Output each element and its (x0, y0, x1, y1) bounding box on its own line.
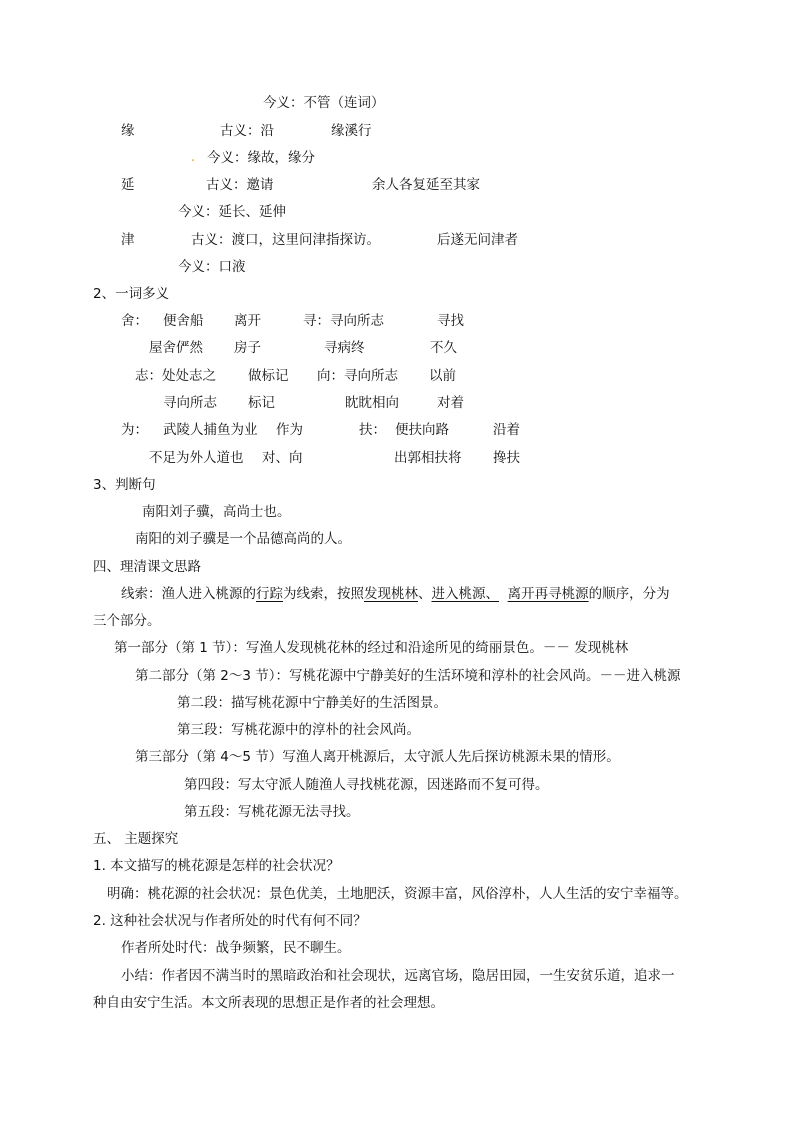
segment-four: 第四段：写太守派人随渔人寻找桃花源，因迷路而不复可得。 (184, 777, 549, 793)
she-example-a: 便舍船 (163, 313, 204, 329)
clue-text-1: 线索：渔人进入桃源的 (121, 586, 256, 602)
clue-text-5: 的顺序，分为 (588, 586, 670, 602)
question-one: 1. 本文描写的桃花源是怎样的社会状况？ (93, 858, 340, 874)
clue-underline-faxian: 发现桃林 (364, 586, 418, 602)
wei-example-b: 不足为外人道也 (149, 450, 244, 466)
stray-mark: . (191, 150, 196, 165)
word-yuan-example: 缘溪行 (331, 123, 372, 139)
part-two: 第二部分（第 2～3 节）：写桃花源中宁静美好的生活环境和淳朴的社会风尚。－－进入桃源 (135, 668, 681, 684)
section-heading-zhuti: 五、 主题探究 (93, 831, 179, 847)
fu-meaning-a: 沿着 (493, 422, 520, 438)
segment-two: 第二段：描写桃花源中宁静美好的生活图景。 (177, 695, 447, 711)
fu-label: 扶： (359, 422, 386, 438)
clue-continued: 三个部分。 (93, 613, 161, 629)
xiang-meaning-b: 对着 (437, 395, 464, 411)
word-jin-gu: 古义：渡口，这里问津指探访。 (191, 232, 380, 248)
section-heading-silu: 四、理清课文思路 (93, 559, 201, 575)
word-yan-gu: 古义：邀请 (206, 177, 274, 193)
she-label: 舍： (121, 313, 148, 329)
word-yan-example: 余人各复延至其家 (372, 177, 480, 193)
word-yan-jin: 今义：延长、延伸 (178, 204, 286, 220)
xun-meaning-b: 不久 (430, 340, 457, 356)
wei-example-a: 武陵人捕鱼为业 (163, 422, 258, 438)
part-one: 第一部分（第 1 节）：写渔人发现桃花林的经过和沿途所见的绮丽景色。－－ 发现桃林 (114, 640, 629, 656)
xiang-meaning-a: 以前 (429, 368, 456, 384)
section-heading-yiciduoyi: 2、一词多义 (93, 286, 170, 302)
xiang-label: 向：寻向所志 (317, 368, 398, 384)
answer-one: 明确：桃花源的社会状况：景色优美，土地肥沃，资源丰富，风俗淳朴，人人生活的安宁幸福等。 (107, 886, 688, 902)
clue-underline-jinru: 进入桃源、 (431, 586, 499, 602)
fu-example-b: 出郭相扶将 (394, 450, 462, 466)
word-yan: 延 (121, 177, 135, 193)
she-meaning-a: 离开 (234, 313, 261, 329)
clue-text-2: 为线索，按照 (283, 586, 364, 602)
clue-line (121, 585, 670, 603)
word-yuan: 缘 (121, 123, 135, 139)
fu-example-a: 便扶向路 (395, 422, 449, 438)
xun-example-b: 寻病终 (324, 340, 365, 356)
fu-meaning-b: 搀扶 (493, 450, 520, 466)
word-jin: 津 (121, 232, 135, 248)
word-jin-example: 后遂无问津者 (437, 232, 518, 248)
jin-yi-buguan: 今义：不管（连词） (263, 95, 385, 111)
segment-five: 第五段：写桃花源无法寻找。 (184, 804, 360, 820)
clue-underline-xingzong: 行踪 (256, 586, 283, 602)
panduanju-example: 南阳刘子骥，高尚士也。 (142, 504, 291, 520)
summary-line-1: 小结：作者因不满当时的黑暗政治和社会现状，远离官场，隐居田园，一生安贫乐道，追求一 (121, 968, 675, 984)
zhi-meaning-a: 做标记 (248, 368, 289, 384)
she-meaning-b: 房子 (234, 340, 261, 356)
wei-meaning-b: 对、向 (262, 450, 303, 466)
panduanju-translation: 南阳的刘子骥是一个品德高尚的人。 (135, 531, 351, 547)
clue-text-4 (499, 586, 508, 602)
word-jin-jin: 今义：口液 (178, 259, 246, 275)
question-two: 2. 这种社会状况与作者所处的时代有何不同？ (93, 913, 367, 929)
segment-three: 第三段：写桃花源中的淳朴的社会风尚。 (177, 722, 420, 738)
wei-meaning-a: 作为 (276, 422, 303, 438)
xun-label: 寻：寻向所志 (303, 313, 384, 329)
clue-text-3: 、 (418, 586, 432, 602)
zhi-label: 志：处处志之 (135, 368, 216, 384)
she-example-b: 屋舍俨然 (149, 340, 203, 356)
wei-label: 为： (121, 422, 148, 438)
section-heading-panduanju: 3、判断句 (93, 477, 156, 493)
clue-underline-likai: 离开再寻桃源 (507, 586, 589, 602)
xun-meaning-a: 寻找 (437, 313, 464, 329)
part-three: 第三部分（第 4～5 节）写渔人离开桃源后，太守派人先后探访桃源未果的情形。 (135, 749, 620, 765)
answer-two: 作者所处时代：战争频繁，民不聊生。 (121, 940, 351, 956)
word-yuan-gu: 古义：沿 (220, 123, 274, 139)
word-yuan-jin: 今义：缘故，缘分 (207, 150, 315, 166)
zhi-meaning-b: 标记 (248, 395, 275, 411)
xiang-example-b: 眈眈相向 (345, 395, 399, 411)
zhi-example-b: 寻向所志 (163, 395, 217, 411)
summary-line-2: 种自由安宁生活。本文所表现的思想正是作者的社会理想。 (93, 995, 444, 1011)
